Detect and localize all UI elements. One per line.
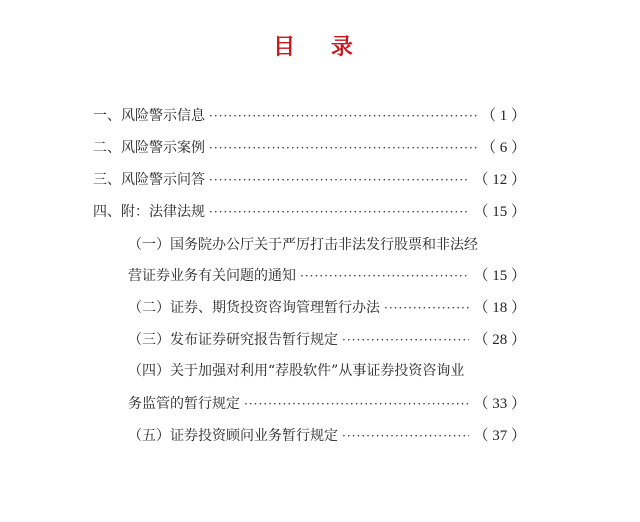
toc-prefix: 一、 (93, 108, 121, 124)
toc-label: 风险警示信息 (121, 108, 205, 124)
toc-label: （二）证券、期货投资咨询管理暂行办法 (128, 300, 380, 316)
toc-page-number: （ 6 ） (480, 140, 526, 156)
toc-prefix: 三、 (93, 172, 121, 188)
toc-sub-entry-4[interactable] (128, 392, 526, 413)
page-title: 目 录 (273, 35, 367, 60)
toc-entry-2[interactable] (93, 136, 526, 157)
dot-leader (300, 269, 469, 283)
toc-sub-entry-3[interactable] (128, 328, 526, 349)
toc-label: 风险警示问答 (121, 172, 205, 188)
dot-leader (244, 397, 469, 411)
toc-sub-entry-1-line1[interactable]: （一）国务院办公厅关于严厉打击非法发行股票和非法经 (128, 237, 478, 253)
toc-entry-4[interactable] (93, 200, 526, 221)
toc-page-number: （ 37 ） (473, 428, 526, 444)
toc-entry-1[interactable] (93, 104, 526, 125)
toc-sub-entry-5[interactable] (128, 424, 526, 445)
toc-sub-entry-4-line1[interactable]: （四）关于加强对利用“荐股软件”从事证券投资咨询业 (128, 363, 465, 379)
toc-page-number: （ 15 ） (473, 268, 526, 284)
toc-label: （三）发布证券研究报告暂行规定 (128, 332, 338, 348)
toc-label: 风险警示案例 (121, 140, 205, 156)
toc-label: 营证券业务有关问题的通知 (128, 268, 296, 284)
toc-page-number: （ 28 ） (473, 332, 526, 348)
dot-leader (209, 141, 477, 155)
toc-page-number: （ 12 ） (473, 172, 526, 188)
toc-sub-entry-2[interactable] (128, 296, 526, 317)
toc-page-number: （ 33 ） (473, 396, 526, 412)
toc-label: 务监管的暂行规定 (128, 396, 240, 412)
toc-label: 附：法律法规 (121, 204, 205, 220)
toc-page-number: （ 15 ） (473, 204, 526, 220)
dot-leader (342, 429, 469, 443)
toc-entry-3[interactable] (93, 168, 526, 189)
dot-leader (209, 205, 469, 219)
toc-label: （五）证券投资顾问业务暂行规定 (128, 428, 338, 444)
toc-prefix: 二、 (93, 140, 121, 156)
dot-leader (384, 301, 469, 315)
toc-prefix: 四、 (93, 204, 121, 220)
dot-leader (342, 333, 469, 347)
dot-leader (209, 173, 469, 187)
toc-sub-entry-1[interactable] (128, 264, 526, 285)
toc-page-number: （ 1 ） (480, 108, 526, 124)
toc-page-number: （ 18 ） (473, 300, 526, 316)
dot-leader (209, 109, 477, 123)
